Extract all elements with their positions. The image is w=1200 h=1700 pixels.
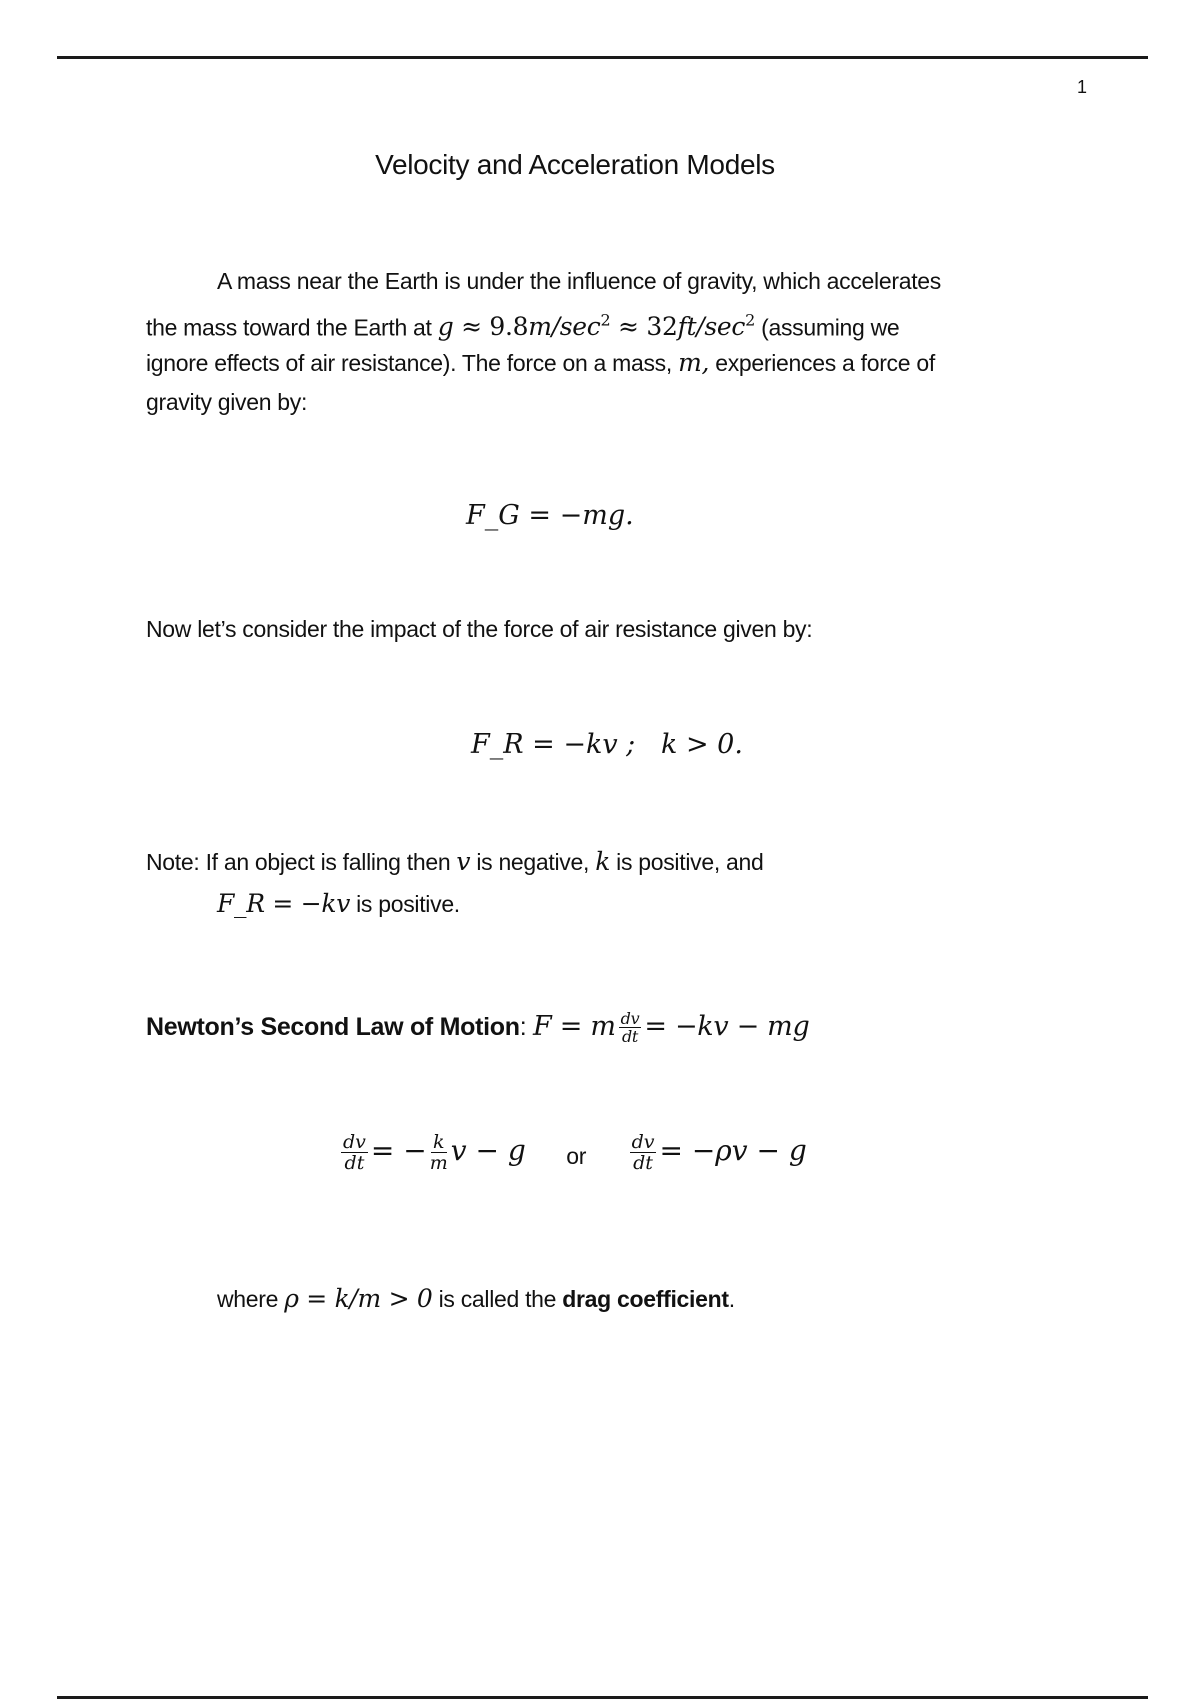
intro-text: the mass toward the Earth at: [146, 314, 432, 341]
newton-label: Newton’s Second Law of Motion: [146, 1013, 520, 1041]
ode-left: $\frac{dv}{dt}$ = − $\frac{k}{m}$ v − g: [343, 1131, 526, 1174]
header-rule: [57, 56, 1148, 59]
intro-line-4: gravity given by:: [146, 389, 308, 415]
intro-line-1: A mass near the Earth is under the influence of gravity, which accelerates: [217, 268, 941, 294]
or-text: or: [566, 1142, 587, 1169]
page-title: Velocity and Acceleration Models: [375, 149, 775, 180]
resistance-equation: F_R = −kv ; k > 0.: [471, 729, 743, 760]
intro-text: ignore effects of air resistance). The force on a mass,: [146, 350, 672, 376]
intro-line-2: [146, 307, 899, 341]
drag-definition: [217, 1285, 735, 1313]
gravity-math: $g \approx 9.8m/\sec^2 \approx 32ft/\sec^2$: [437, 311, 756, 342]
k-math: k: [595, 847, 611, 876]
where-text: is called the: [438, 1286, 557, 1312]
note-line-2: [217, 890, 460, 918]
rho-math: ρ = k/m > 0: [284, 1284, 433, 1313]
note-line-1: [146, 848, 763, 876]
note-text: is positive, and: [616, 849, 764, 875]
intro-line-3: [146, 349, 935, 377]
ode-equations: [338, 1132, 807, 1173]
colon: :: [519, 1013, 527, 1041]
note-text: is positive.: [356, 891, 460, 917]
where-text: where: [217, 1286, 279, 1312]
period: .: [728, 1286, 735, 1312]
drag-coefficient-term: drag coefficient: [562, 1286, 729, 1312]
footer-rule: [57, 1696, 1148, 1699]
note-text: is negative,: [476, 849, 590, 875]
note-text: Note: If an object is falling then: [146, 849, 451, 875]
newton-law: [146, 1010, 809, 1045]
air-resistance-intro: Now let’s consider the impact of the force of air resistance given by:: [146, 616, 813, 642]
v-math: v: [456, 847, 471, 876]
fr-math: F_R = −kv: [217, 889, 351, 918]
intro-tail: experiences a force of: [715, 350, 935, 376]
page-number: 1: [1077, 77, 1087, 97]
gravity-equation: F_G = −mg.: [466, 500, 634, 531]
newton-equation: F = m $\frac{dv}{dt}$ = −kv − mg: [533, 1009, 810, 1046]
mass-math: m,: [678, 348, 710, 377]
intro-tail: (assuming we: [761, 314, 900, 341]
ode-right: $\frac{dv}{dt}$ = −ρv − g: [631, 1131, 807, 1174]
